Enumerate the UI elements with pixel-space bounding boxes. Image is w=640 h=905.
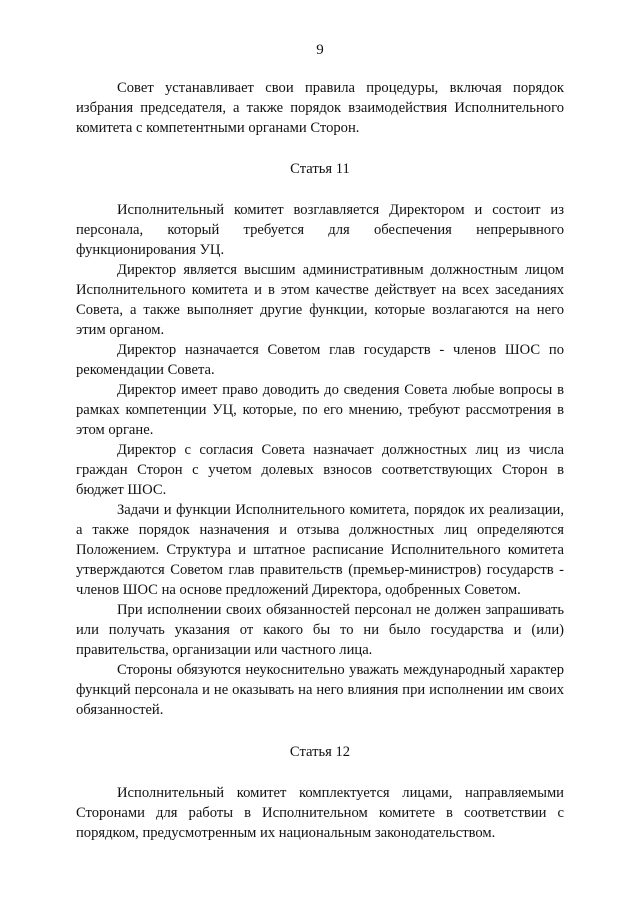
- spacer: [76, 720, 564, 742]
- article-11-paragraph-4: Директор имеет право доводить до сведения Совета любые вопросы в рамках компетенции УЦ, которые, по его мнению, требуют рассмотрения в этом органе.: [76, 382, 564, 438]
- spacer: [76, 179, 564, 200]
- article-12-paragraph-1: Исполнительный комитет комплектуется лицами, направляемыми Сторонами для работы в Исполнительном комитете в соответствии с порядком, предусмотренным их национальным законодательством.: [76, 785, 564, 841]
- article-11-heading: Статья 11: [290, 161, 350, 177]
- intro-paragraph: Совет устанавливает свои правила процедуры, включая порядок избрания председателя, а также порядок взаимодействия Исполнительного комитета с компетентными органами Сторон.: [76, 80, 564, 136]
- spacer: [76, 762, 564, 783]
- document-body: [76, 78, 564, 843]
- article-11-paragraph-8: Стороны обязуются неукоснительно уважать международный характер функций персонала и не оказывать на него влияния при исполнении им своих обязанностей.: [76, 662, 564, 718]
- article-11-paragraph-1: Исполнительный комитет возглавляется Директором и состоит из персонала, который требуется для обеспечения непрерывного функционирования УЦ.: [76, 202, 564, 258]
- article-11-paragraph-5: Директор с согласия Совета назначает должностных лиц из числа граждан Сторон с учетом долевых взносов соответствующих Сторон в бюджет ШОС.: [76, 442, 564, 498]
- article-11-paragraph-7: При исполнении своих обязанностей персонал не должен запрашивать или получать указания от какого бы то ни было государства и (или) правительства, организации или частного лица.: [76, 602, 564, 658]
- article-11-paragraph-2: Директор является высшим административным должностным лицом Исполнительного комитета и в этом качестве действует на всех заседаниях Совета, а также выполняет другие функции, которые возлагаются на него этим органом.: [76, 262, 564, 338]
- article-11-paragraph-6: Задачи и функции Исполнительного комитета, порядок их реализации, а также порядок назначения и отзыва должностных лиц определяются Положением. Структура и штатное расписание Исполнительного комитета утверждаются Советом глав правительств (премьер-министров) государств - членов ШОС на основе предложений Директора, одобренных Советом.: [76, 502, 564, 598]
- page-number: 9: [316, 42, 324, 58]
- spacer: [76, 138, 564, 159]
- article-11-paragraph-3: Директор назначается Советом глав государств - членов ШОС по рекомендации Совета.: [76, 342, 564, 378]
- article-12-heading: Статья 12: [289, 744, 351, 760]
